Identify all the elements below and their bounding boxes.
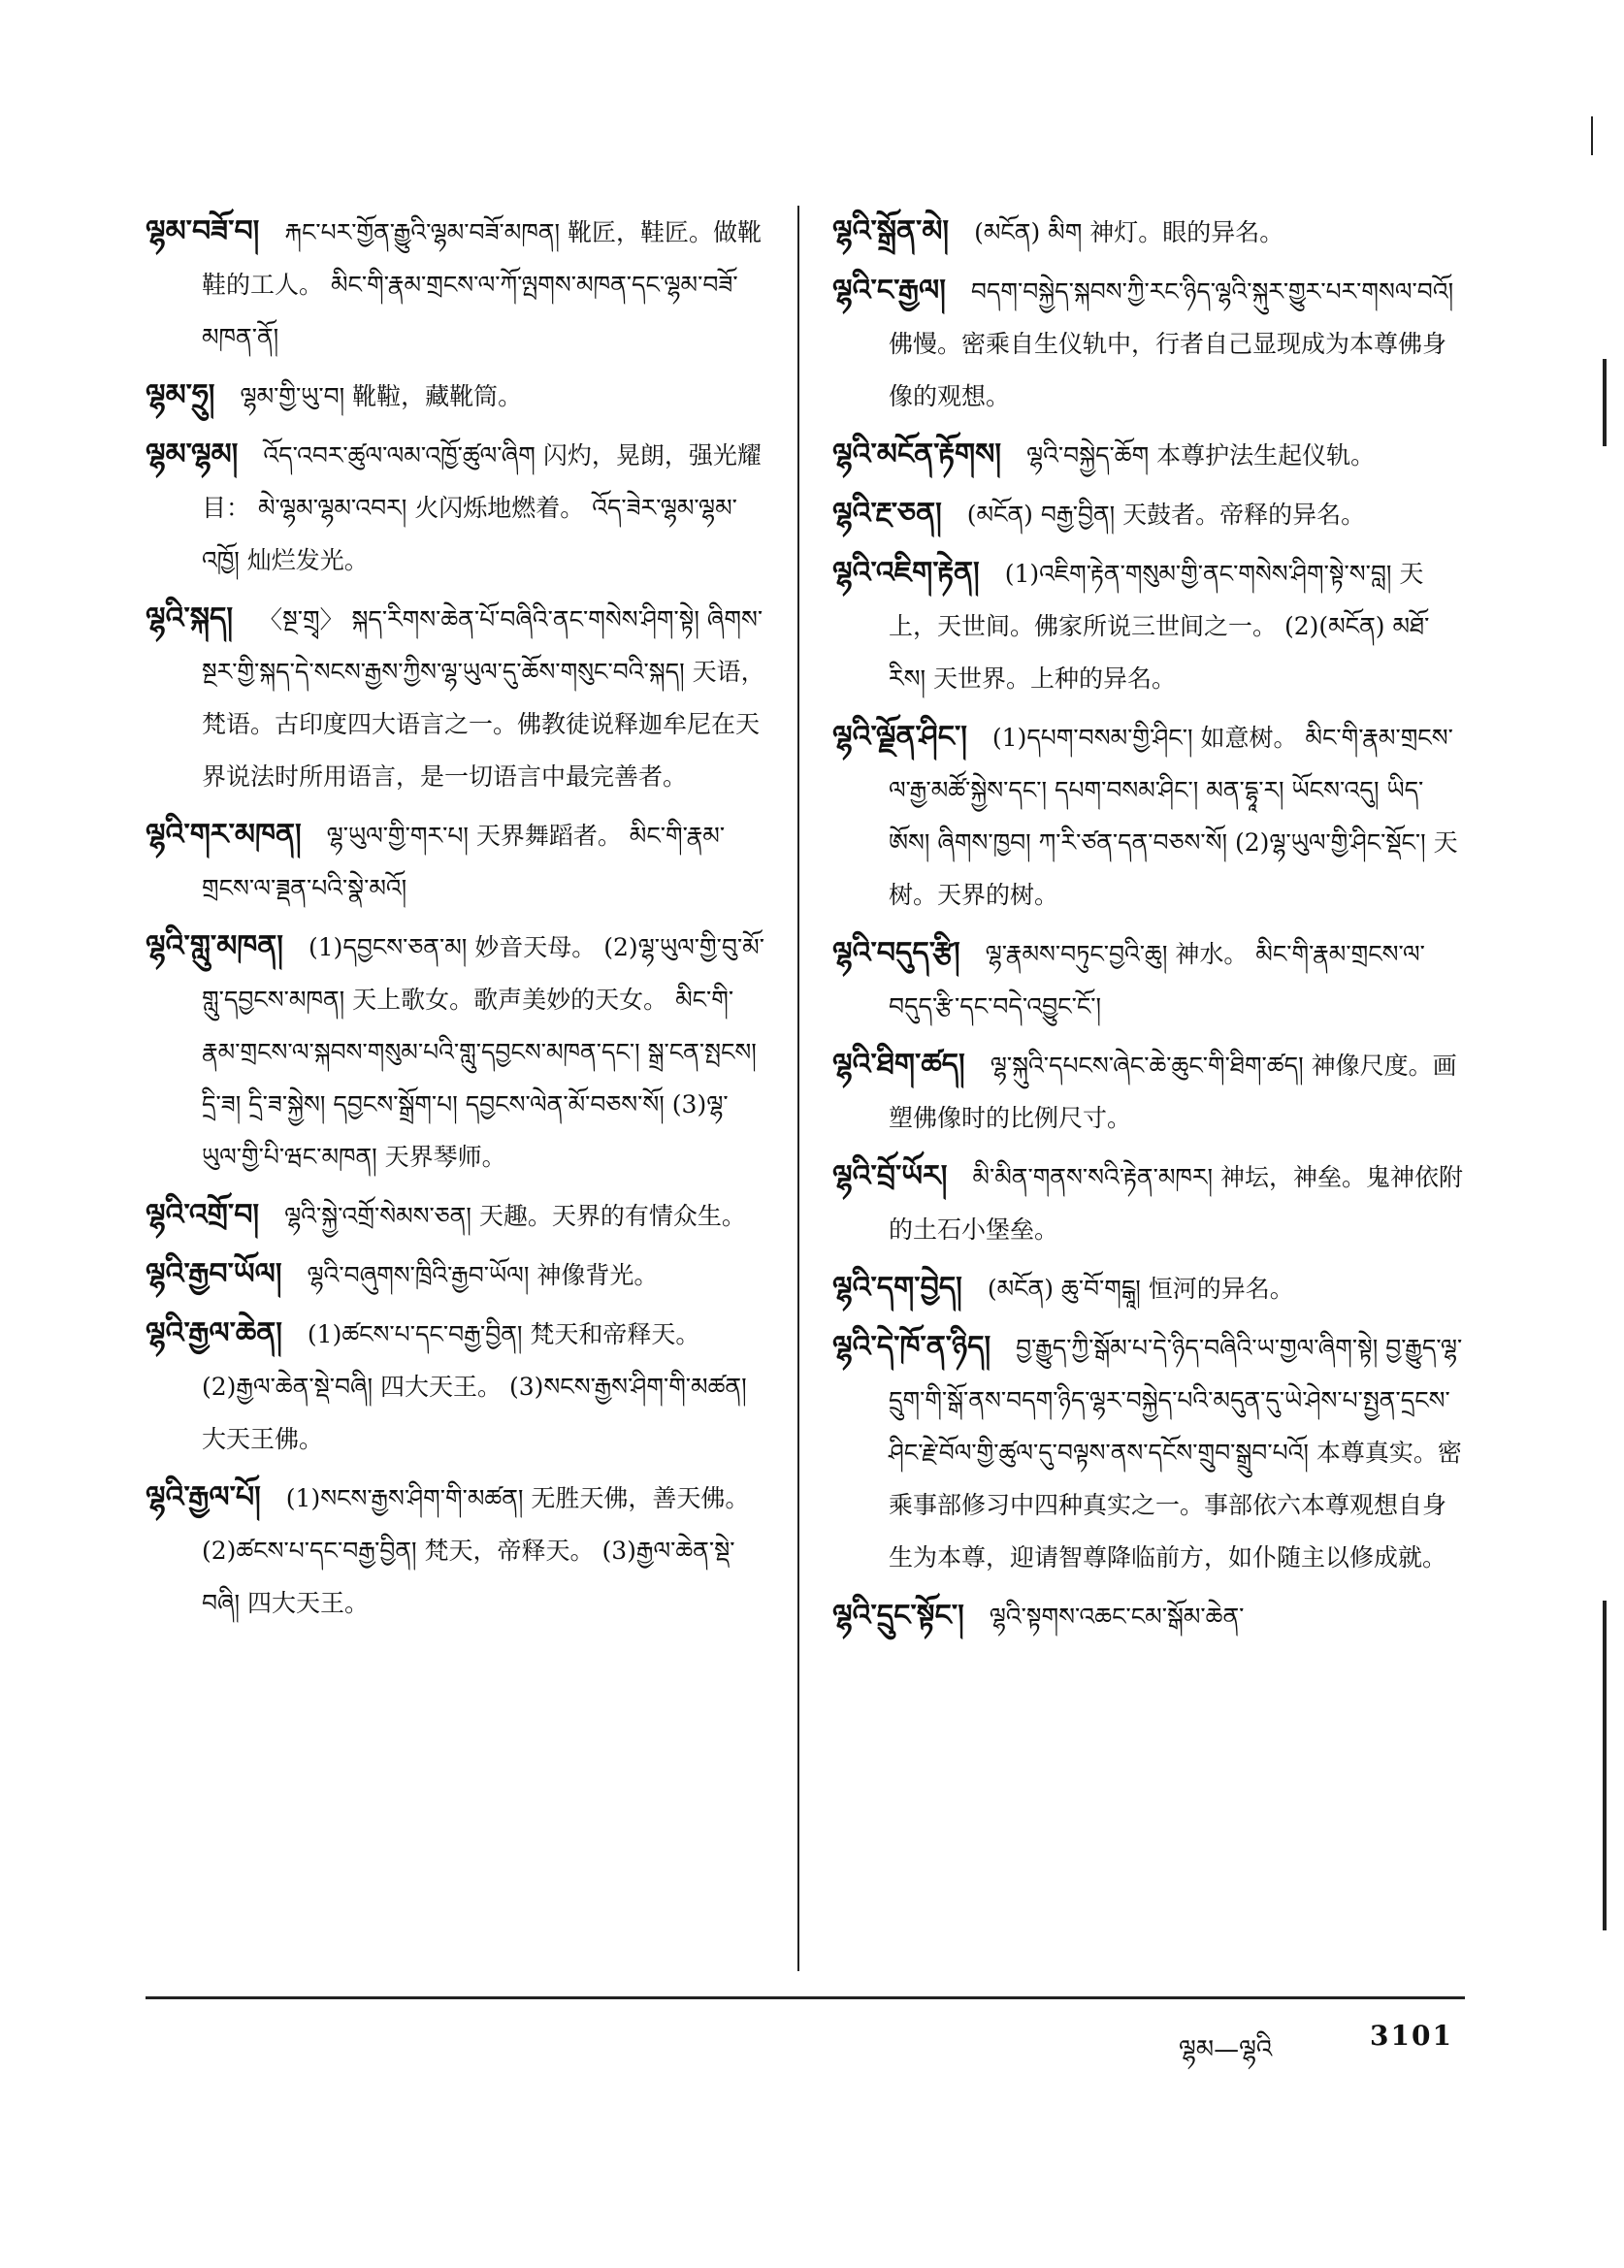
entry-headword: ལྷའི་འཇིག་རྟེན། <box>832 556 980 590</box>
entry-headword: ལྷའི་རྔ་ཅན། <box>832 497 942 531</box>
entry-definition: 〈སྔ་གྲྭ〉 སྐད་རིགས་ཆེན་པོ་བཞིའི་ནང་གསེས་ཤིག་སྟེ། ཞིགས་སྔར་གྱི་སྐད་དེ་སངས་རྒྱས་ཀྱིས་ལྷ་ཡུལ་དུ་ཆོས་གསུང་བའི་སྐད། 天语，梵语。古印度四大语言之一。佛教徒说释迦牟尼在天界说法时所用语言，是一切语言中最完善者。 <box>202 605 765 791</box>
dictionary-entry <box>146 1308 766 1466</box>
scan-edge-mark <box>1591 116 1593 155</box>
entry-headword: ལྷམ་ལྷམ། <box>146 437 239 471</box>
dictionary-entry <box>832 711 1463 922</box>
entry-definition: འོད་འབར་ཚུལ་ལམ་འཁྱོ་ཚུལ་ཞིག 闪灼，晃朗，强光耀目： མེ་ལྷམ་ལྷམ་འབར། 火闪烁地燃着。 འོད་ཟེར་ལྷམ་ལྷམ་འཁྱོ། 灿烂发光。 <box>202 441 762 574</box>
entry-headword: ལྷའི་དྲུང་སྟོང་། <box>832 1599 964 1633</box>
dictionary-entry <box>832 1321 1463 1584</box>
dictionary-entry <box>146 370 766 423</box>
dictionary-entry <box>832 547 1463 705</box>
dictionary-entry <box>146 921 766 1183</box>
dictionary-entry <box>146 1189 766 1243</box>
entry-headword: ལྷའི་མངོན་རྟོགས། <box>832 437 1002 471</box>
entry-definition: (1)སངས་རྒྱས་ཤིག་གི་མཚན། 无胜天佛，善天佛。 (2)ཚངས་པ་དང་བརྒྱ་བྱིན། 梵天，帝释天。 (3)རྒྱལ་ཆེན་སྡེ་བཞི། 四大天王。 <box>202 1484 750 1617</box>
entry-definition: (1)ཚངས་པ་དང་བརྒྱ་བྱིན། 梵天和帝释天。 (2)རྒྱལ་ཆེན་སྡེ་བཞི། 四大天王。 (3)སངས་རྒྱས་ཤིག་གི་མཚན། 大天王佛。 <box>202 1320 747 1453</box>
dictionary-entry <box>832 1039 1463 1145</box>
entry-definition: བདག་བསྐྱེད་སྐབས་ཀྱི་རང་ཉིད་ལྷའི་སྐུར་གྱུར་པར་གསལ་བའོ། 佛慢。密乘自生仪轨中，行者自己显现成为本尊佛身像的观想。 <box>889 277 1454 410</box>
entry-definition: ལྷའི་སྟགས་འཆང་ངམ་སྒོམ་ཆེན་ <box>989 1603 1245 1631</box>
footer-rule <box>146 1996 1465 1999</box>
dictionary-entry <box>146 809 766 915</box>
dictionary-entry <box>146 206 766 364</box>
right-column <box>832 206 1463 1966</box>
entry-headword: ལྷའི་བདུད་རྩི། <box>832 936 960 970</box>
entry-definition: (མངོན) བརྒྱ་བྱིན། 天鼓者。帝释的异名。 <box>966 501 1366 529</box>
dictionary-entry <box>146 429 766 587</box>
column-divider <box>797 206 799 1971</box>
entry-headword: ལྷའི་གར་མཁན། <box>146 818 302 852</box>
dictionary-entry <box>832 206 1463 259</box>
entry-headword: ལྷའི་བྲོ་ཡོར། <box>832 1159 948 1193</box>
dictionary-entry <box>832 1262 1463 1315</box>
entry-headword: ལྷའི་ཐིག་ཚད། <box>832 1048 965 1082</box>
entry-definition: (1)དབྱངས་ཅན་མ། 妙音天母。 (2)ལྷ་ཡུལ་གྱི་བུ་མོ་གླུ་དབྱངས་མཁན། 天上歌女。歌声美妙的天女。 མིང་གི་རྣམ་གྲངས་ལ་སྐབས་གསུམ་པའི་གླུ་དབྱངས་མཁན་དང་། སྒྲ་ངན་སྤངས། དྲི་ཟ། དྲི་ཟ་སྐྱེས། དབྱངས་སྒྲོག་པ། དབྱངས་ལེན་མོ་བཅས་སོ། (3)ལྷ་ཡུལ་གྱི་པི་ཝང་མཁན། 天界琴师。 <box>202 933 764 1171</box>
entry-definition: ལྷམ་གྱི་ཡུ་བ། 靴鞡，藏靴筒。 <box>240 382 523 410</box>
dictionary-entry <box>146 1472 766 1630</box>
entry-definition: ལྷའི་བཞུགས་ཁྲིའི་རྒྱབ་ཡོལ། 神像背光。 <box>307 1261 659 1289</box>
entry-headword: ལྷའི་ལྗོན་ཤིང་། <box>832 720 967 754</box>
running-head: ལྷམ—ལྷའི <box>1179 2035 1273 2064</box>
dictionary-entry <box>146 1248 766 1302</box>
entry-headword: ལྷའི་རྒྱལ་པོ། <box>146 1480 261 1514</box>
dictionary-entry <box>832 265 1463 423</box>
entry-headword: ལྷའི་དེ་ཁོ་ན་ཉིད། <box>832 1330 991 1364</box>
entry-definition: (མངོན) མིག 神灯。眼的异名。 <box>974 218 1284 246</box>
entry-headword: ལྷའི་སྐད། <box>146 601 234 635</box>
entry-definition: བྱ་རྒྱུད་ཀྱི་སྒོམ་པ་དེ་ཉིད་བཞིའི་ཡ་གྱལ་ཞིག་སྟེ། བྱ་རྒྱུད་ལྷ་དྲུག་གི་སྒོ་ནས་བདག་ཉིད་ལྷར་བསྐྱེད་པའི་མདུན་དུ་ཡེ་ཤེས་པ་སྤྱན་དྲངས་ཤིང་རྗེ་བོལ་གྱི་ཚུལ་དུ་བལྟས་ནས་དངོས་གྲུབ་སྒྲུབ་པའོ། 本尊真实。密乘事部修习中四种真实之一。事部依六本尊观想自身生为本尊，迎请智尊降临前方，如仆随主以修成就。 <box>889 1334 1463 1571</box>
page-number: 3101 <box>1370 2020 1453 2052</box>
entry-definition: (1)འཇིག་རྟེན་གསུམ་གྱི་ནང་གསེས་ཤིག་སྟེ་ས་བླ། 天上，天世间。佛家所说三世间之一。 (2)(མངོན) མཐོ་རིས། 天世界。上种的异名。 <box>889 560 1430 693</box>
dictionary-entry <box>832 429 1463 482</box>
dictionary-entry <box>832 488 1463 541</box>
scan-edge-mark <box>1603 359 1607 446</box>
entry-definition: ལྷའི་བསྐྱེད་ཆོག 本尊护法生起仪轨。 <box>1026 441 1376 470</box>
dictionary-entry <box>832 1590 1463 1643</box>
entry-headword: ལྷའི་རྒྱལ་ཆེན། <box>146 1316 282 1350</box>
entry-definition: རྐང་པར་གྱོན་རྒྱུའི་ལྷམ་བཟོ་མཁན། 靴匠，鞋匠。做靴鞋的工人。 མིང་གི་རྣམ་གྲངས་ལ་ཀོ་ལྤགས་མཁན་དང་ལྷམ་བཟོ་མཁན་ནོ། <box>202 218 763 351</box>
entry-definition: ལྷ་རྣམས་བཏུང་བྱའི་ཆུ། 神水。 མིང་གི་རྣམ་གྲངས་ལ་བདུད་རྩི་དང་བདེ་འབྱུང་ངོ་། <box>889 940 1425 1021</box>
scan-edge-mark <box>1603 1601 1607 1930</box>
entry-headword: ལྷའི་ང་རྒྱལ། <box>832 274 946 308</box>
entry-headword: ལྷམ་ཧྲུ། <box>146 378 215 412</box>
entry-headword: ལྷའི་རྒྱབ་ཡོལ། <box>146 1257 282 1291</box>
entry-definition: ལྷའི་སྐྱེ་འགྲོ་སེམས་ཅན། 天趣。天界的有情众生。 <box>284 1202 746 1230</box>
entry-headword: ལྷའི་སྒྲོན་མེ། <box>832 214 950 248</box>
entry-definition: མི་མིན་གནས་སའི་རྟེན་མཁར། 神坛，神垒。鬼神依附的土石小堡垒。 <box>889 1163 1463 1244</box>
entry-definition: ལྷ་སྐུའི་དཔངས་ཞེང་ཆེ་ཆུང་གི་ཐིག་ཚད། 神像尺度。画塑佛像时的比例尺寸。 <box>889 1052 1457 1132</box>
dictionary-entry <box>832 927 1463 1033</box>
entry-headword: ལྷམ་བཟོ་བ། <box>146 214 260 248</box>
dictionary-entry <box>832 1150 1463 1256</box>
left-column <box>146 206 766 1966</box>
dictionary-entry <box>146 593 766 803</box>
entry-definition: (མངོན) ཆུ་བོ་གངྒཱ། 恒河的异名。 <box>987 1275 1294 1303</box>
entry-headword: ལྷའི་གླུ་མཁན། <box>146 929 283 963</box>
entry-headword: ལྷའི་འགྲོ་བ། <box>146 1198 260 1232</box>
entry-definition: ལྷ་ཡུལ་གྱི་གར་པ། 天界舞蹈者。 མིང་གི་རྣམ་གྲངས་ལ་ཟྡན་པའི་སྣེ་མའོ། <box>202 822 726 902</box>
entry-headword: ལྷའི་དག་བྱེད། <box>832 1271 962 1305</box>
entry-definition: (1)དཔག་བསམ་གྱི་ཤིང་། 如意树。 མིང་གི་རྣམ་གྲངས་ལ་རྒྱ་མཚོ་སྐྱེས་དང་། དཔག་བསམ་ཤིང་། མན་དྷཱ་ར། ཡོངས་འདུ། ཡིད་ཨོས། ཞིགས་ཁྱབ། ཀ་རི་ཙན་དན་བཅས་སོ། (2)ལྷ་ཡུལ་གྱི་ཤིང་སྡོང་། 天树。天界的树。 <box>889 724 1458 909</box>
